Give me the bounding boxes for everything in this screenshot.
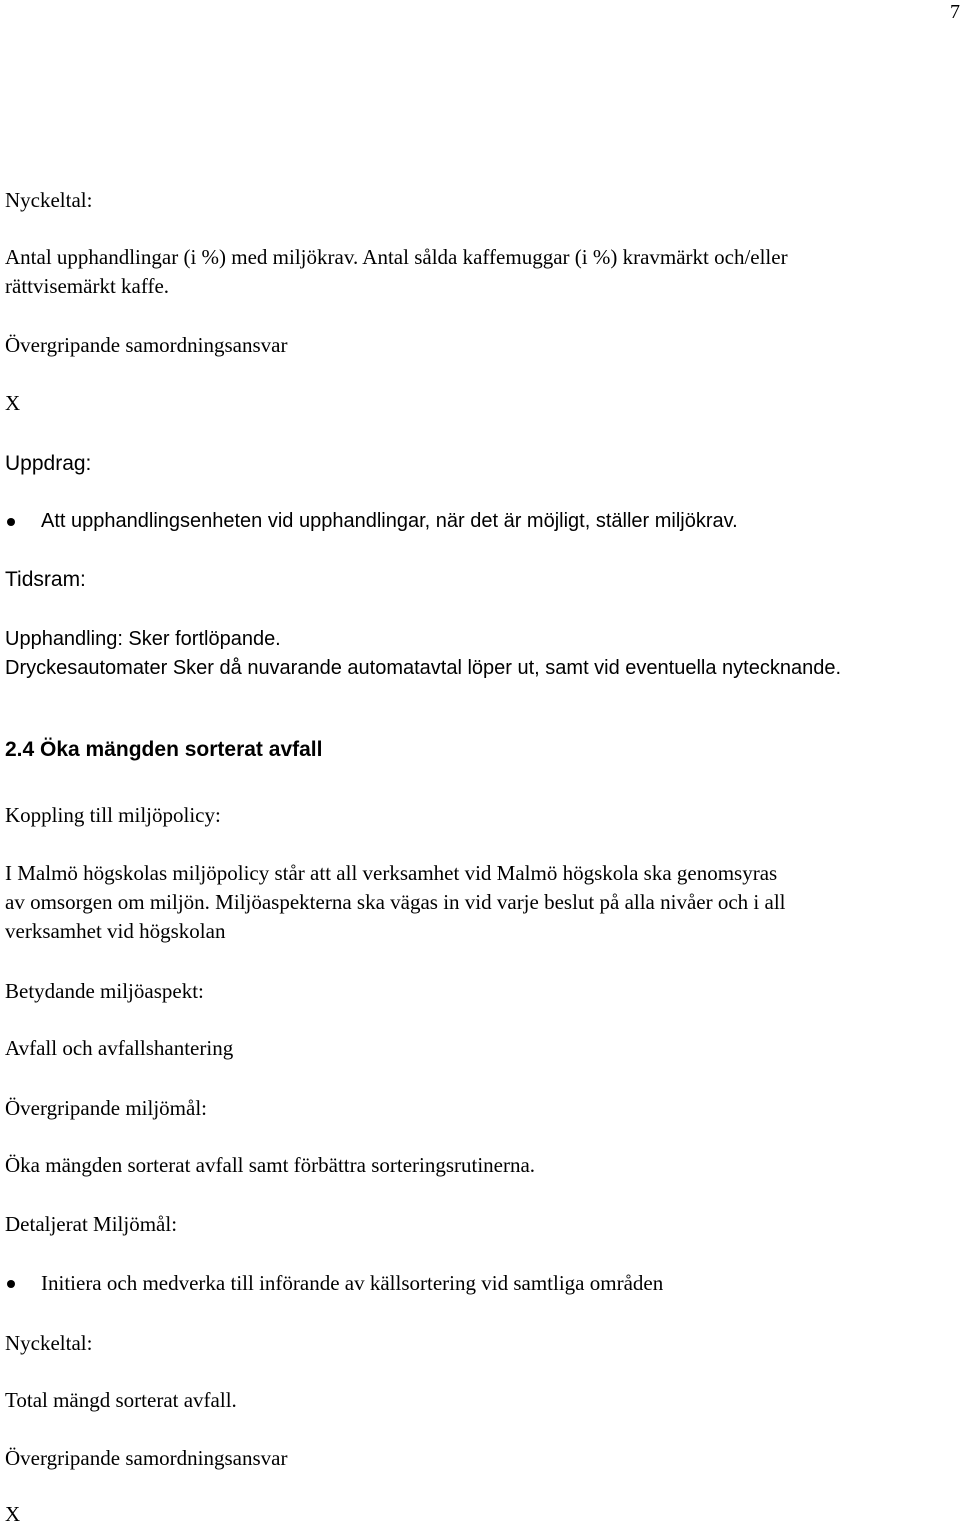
nyckeltal-text-line-1: Antal upphandlingar (i %) med miljökrav. Antal sålda kaffemuggar (i %) kravmärkt och/eller bbox=[5, 245, 788, 269]
samordning-value-2: X bbox=[5, 1502, 21, 1526]
overgripande-value: Öka mängden sorterat avfall samt förbättra sorteringsrutinerna. bbox=[5, 1153, 536, 1177]
samordning-heading-2: Övergripande samordningsansvar bbox=[5, 1446, 288, 1470]
section-heading: 2.4 Öka mängden sorterat avfall bbox=[5, 738, 323, 761]
nyckeltal-heading-2: Nyckeltal: bbox=[5, 1331, 93, 1355]
koppling-text-line-2: av omsorgen om miljön. Miljöaspekterna ska vägas in vid varje beslut på alla nivåer och i all bbox=[5, 890, 786, 914]
nyckeltal-heading: Nyckeltal: bbox=[5, 188, 93, 212]
koppling-text-line-3: verksamhet vid högskolan bbox=[5, 919, 226, 943]
uppdrag-heading: Uppdrag: bbox=[5, 452, 92, 475]
overgripande-heading: Övergripande miljömål: bbox=[5, 1096, 207, 1120]
samordning-value: X bbox=[5, 391, 21, 415]
samordning-heading: Övergripande samordningsansvar bbox=[5, 333, 288, 357]
tidsram-line-2: Dryckesautomater Sker då nuvarande automatavtal löper ut, samt vid eventuella nytecknande. bbox=[5, 657, 842, 679]
detaljerat-heading: Detaljerat Miljömål: bbox=[5, 1212, 178, 1236]
tidsram-line-1: Upphandling: Sker fortlöpande. bbox=[5, 628, 281, 650]
nyckeltal-value-2: Total mängd sorterat avfall. bbox=[5, 1388, 237, 1412]
uppdrag-item: Att upphandlingsenheten vid upphandlingar, när det är möjligt, ställer miljökrav. bbox=[41, 510, 738, 532]
bullet-icon bbox=[7, 518, 15, 526]
detaljerat-item: Initiera och medverka till införande av källsortering vid samtliga områden bbox=[41, 1271, 664, 1295]
koppling-text-line-1: I Malmö högskolas miljöpolicy står att all verksamhet vid Malmö högskola ska genomsyras bbox=[5, 861, 778, 885]
nyckeltal-text-line-2: rättvisemärkt kaffe. bbox=[5, 274, 170, 298]
page-number: 7 bbox=[950, 1, 960, 23]
betydande-value: Avfall och avfallshantering bbox=[5, 1036, 234, 1060]
tidsram-heading: Tidsram: bbox=[5, 568, 86, 591]
koppling-heading: Koppling till miljöpolicy: bbox=[5, 803, 221, 827]
bullet-icon bbox=[7, 1280, 15, 1288]
betydande-heading: Betydande miljöaspekt: bbox=[5, 979, 204, 1003]
